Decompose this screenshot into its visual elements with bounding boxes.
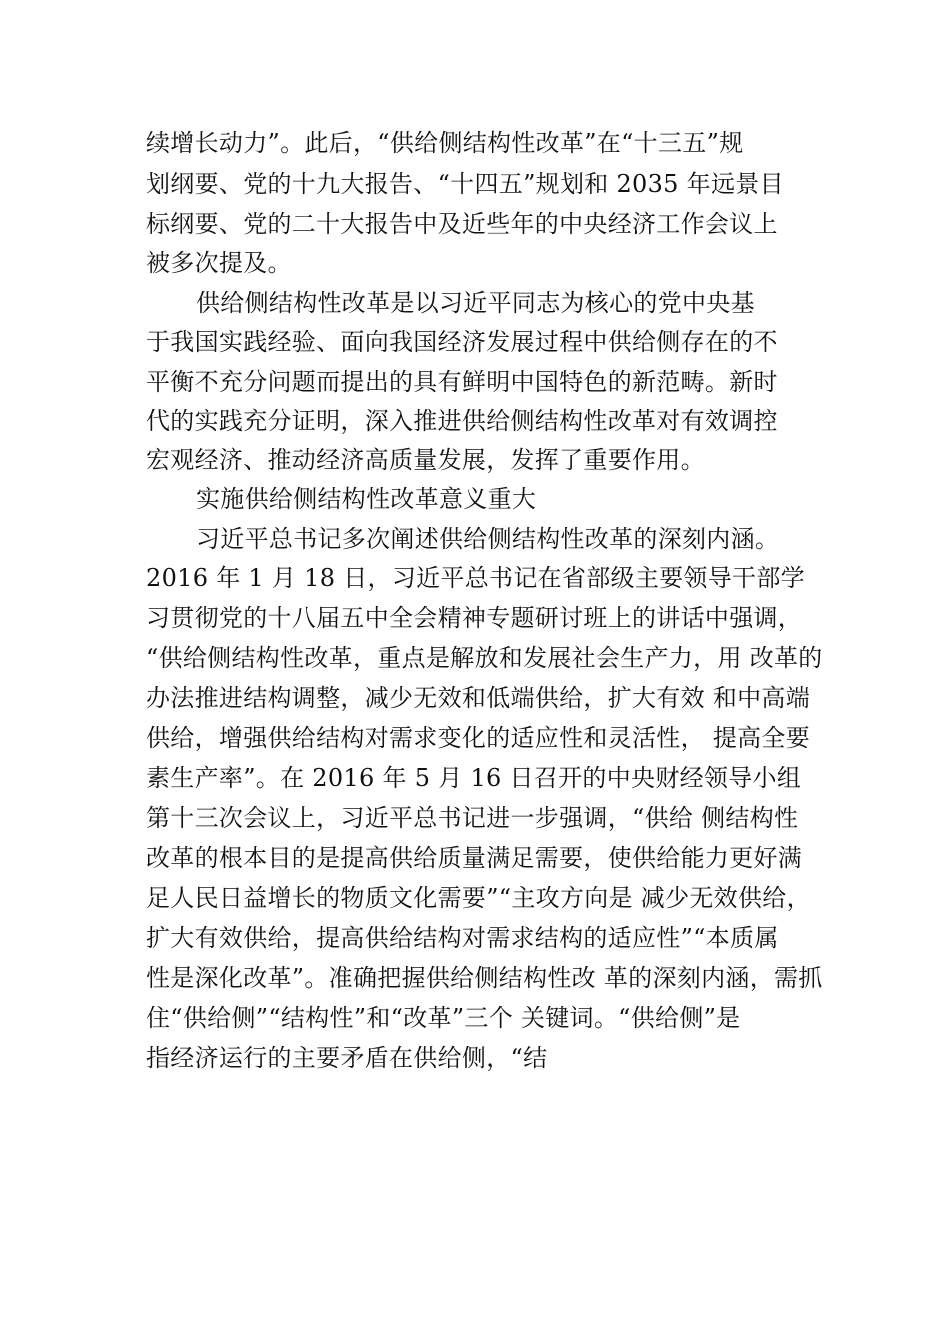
text-line: 办法推进结构调整，减少无效和低端供给，扩大有效 和中高端 <box>146 684 811 712</box>
paragraph-start-line: 习近平总书记多次阐述供给侧结构性改革的深刻内涵。 <box>196 525 780 553</box>
text-line: 代的实践充分证明，深入推进供给侧结构性改革对有效调控 <box>146 407 778 435</box>
text-line: 素生产率”。在 2016 年 5 月 16 日召开的中央财经领导小组 <box>146 764 802 792</box>
text-line: 第十三次会议上，习近平总书记进一步强调，“供给 侧结构性 <box>146 804 799 832</box>
text-line: 平衡不充分问题而提出的具有鲜明中国特色的新范畴。新时 <box>146 368 778 396</box>
text-line: 于我国实践经验、面向我国经济发展过程中供给侧存在的不 <box>146 328 778 356</box>
text-line: 扩大有效供给，提高供给结构对需求结构的适应性”“本质属 <box>146 924 779 952</box>
text-line: 续增长动力”。此后，“供给侧结构性改革”在“十三五”规 <box>146 129 744 157</box>
text-line: 习贯彻党的十八届五中全会精神专题研讨班上的讲话中强调， <box>146 604 803 632</box>
text-line: 供给，增强供给结构对需求变化的适应性和灵活性， 提高全要 <box>146 724 811 752</box>
text-line: “供给侧结构性改革，重点是解放和发展社会生产力，用 改革的 <box>146 644 823 672</box>
text-line: 足人民日益增长的物质文化需要”“主攻方向是 减少无效供给， <box>146 884 811 912</box>
section-heading: 实施供给侧结构性改革意义重大 <box>196 485 537 513</box>
text-line: 住“供给侧”“结构性”和“改革”三个 关键词。“供给侧”是 <box>146 1004 741 1032</box>
text-line: 被多次提及。 <box>146 249 292 277</box>
text-line: 划纲要、党的十九大报告、“十四五”规划和 2035 年远景目 <box>146 170 784 198</box>
text-line: 指经济运行的主要矛盾在供给侧，“结 <box>146 1044 548 1072</box>
text-line: 2016 年 1 月 18 日，习近平总书记在省部级主要领导干部学 <box>146 564 805 592</box>
text-line: 标纲要、党的二十大报告中及近些年的中央经济工作会议上 <box>146 210 778 238</box>
text-line: 宏观经济、推动经济高质量发展，发挥了重要作用。 <box>146 446 705 474</box>
text-line: 改革的根本目的是提高供给质量满足需要，使供给能力更好满 <box>146 844 803 872</box>
text-line: 性是深化改革”。准确把握供给侧结构性改 革的深刻内涵，需抓 <box>146 964 823 992</box>
paragraph-start-line: 供给侧结构性改革是以习近平同志为核心的党中央基 <box>196 289 755 317</box>
